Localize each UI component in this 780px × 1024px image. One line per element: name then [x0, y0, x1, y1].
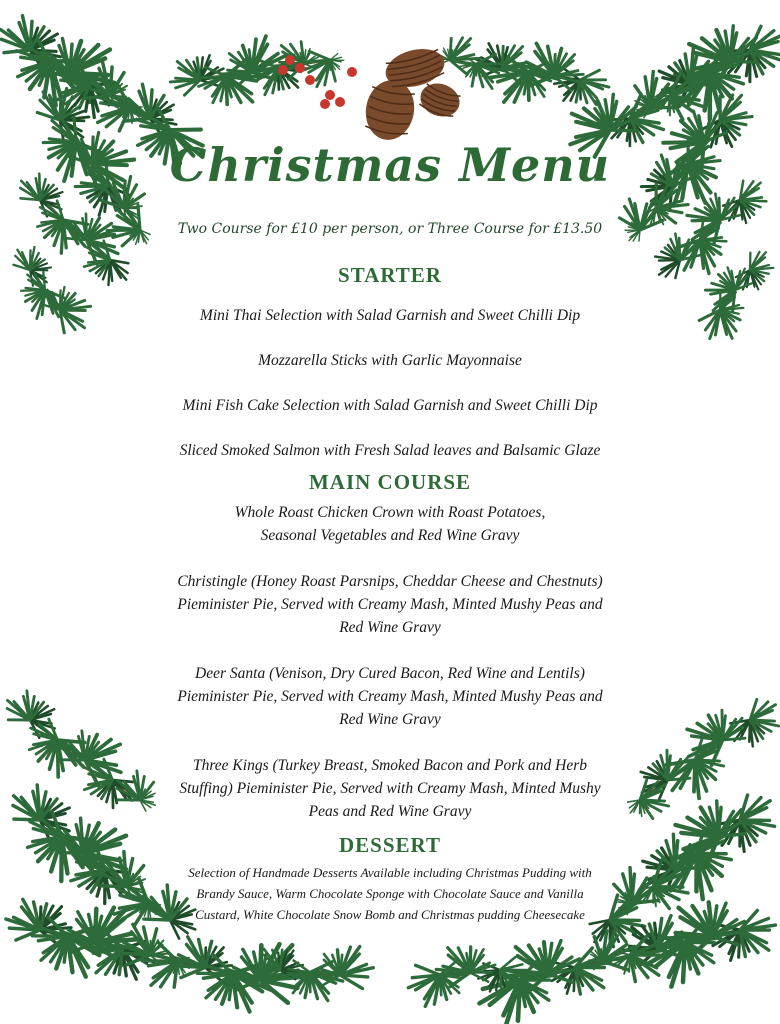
dessert-description — [140, 862, 640, 925]
menu-title: Christmas Menu — [169, 138, 611, 192]
dessert-heading: DESSERT — [339, 832, 441, 857]
price-subtitle: Two Course for £10 per person, or Three Course for £13.50 — [177, 220, 603, 237]
main-course-heading: MAIN COURSE — [308, 469, 472, 494]
holly-berry-icon — [285, 55, 295, 65]
main-item-line: Three Kings (Turkey Breast, Smoked Bacon and Pork and Herb — [192, 756, 588, 774]
holly-berry-icon — [320, 99, 330, 109]
main-item-line: Pieminister Pie, Served with Creamy Mash, Minted Mushy Peas and — [177, 687, 603, 705]
holly-berry-icon — [278, 55, 357, 109]
main-item-line: Red Wine Gravy — [339, 618, 441, 636]
main-item-line: Seasonal Vegetables and Red Wine Gravy — [260, 526, 520, 544]
starter-item: Mozzarella Sticks with Garlic Mayonnaise — [258, 351, 522, 369]
starter-item: Mini Fish Cake Selection with Salad Garnish and Sweet Chilli Dip — [182, 396, 598, 414]
main-item-line: Whole Roast Chicken Crown with Roast Potatoes, — [234, 503, 546, 521]
pine-sprig-icon — [15, 170, 57, 206]
dessert-line: Brandy Sauce, Warm Chocolate Sponge with Chocolate Sauce and Vanilla — [196, 885, 584, 901]
main-item-line: Peas and Red Wine Gravy — [308, 802, 472, 820]
pinecone-icon — [416, 78, 465, 122]
holly-berry-icon — [278, 65, 288, 75]
main-item — [140, 501, 640, 547]
holly-berry-icon — [347, 67, 357, 77]
holly-berry-icon — [305, 75, 315, 85]
starter-heading: STARTER — [338, 262, 442, 287]
main-item-line: Red Wine Gravy — [339, 710, 441, 728]
main-item — [140, 570, 640, 639]
dessert-line: Selection of Handmade Desserts Available including Christmas Pudding with — [188, 864, 592, 880]
main-item-line: Christingle (Honey Roast Parsnips, Cheddar Cheese and Chestnuts) — [177, 572, 603, 590]
menu-body — [140, 140, 640, 925]
holly-berry-icon — [325, 90, 335, 100]
starter-item: Sliced Smoked Salmon with Fresh Salad leaves and Balsamic Glaze — [179, 441, 601, 459]
holly-berry-icon — [335, 97, 345, 107]
holly-berry-icon — [295, 63, 305, 73]
pine-sprig-icon — [62, 210, 104, 246]
main-item — [140, 754, 640, 823]
main-item-line: Deer Santa (Venison, Dry Cured Bacon, Red Wine and Lentils) — [195, 664, 585, 682]
dessert-line: Custard, White Chocolate Snow Bomb and Christmas pudding Cheesecake — [195, 906, 585, 922]
main-item-line: Stuffing) Pieminister Pie, Served with Creamy Mash, Minted Mushy — [179, 779, 601, 797]
main-item-line: Pieminister Pie, Served with Creamy Mash, Minted Mushy Peas and — [177, 595, 603, 613]
main-item — [140, 662, 640, 731]
starter-item: Mini Thai Selection with Salad Garnish and Sweet Chilli Dip — [199, 306, 581, 324]
